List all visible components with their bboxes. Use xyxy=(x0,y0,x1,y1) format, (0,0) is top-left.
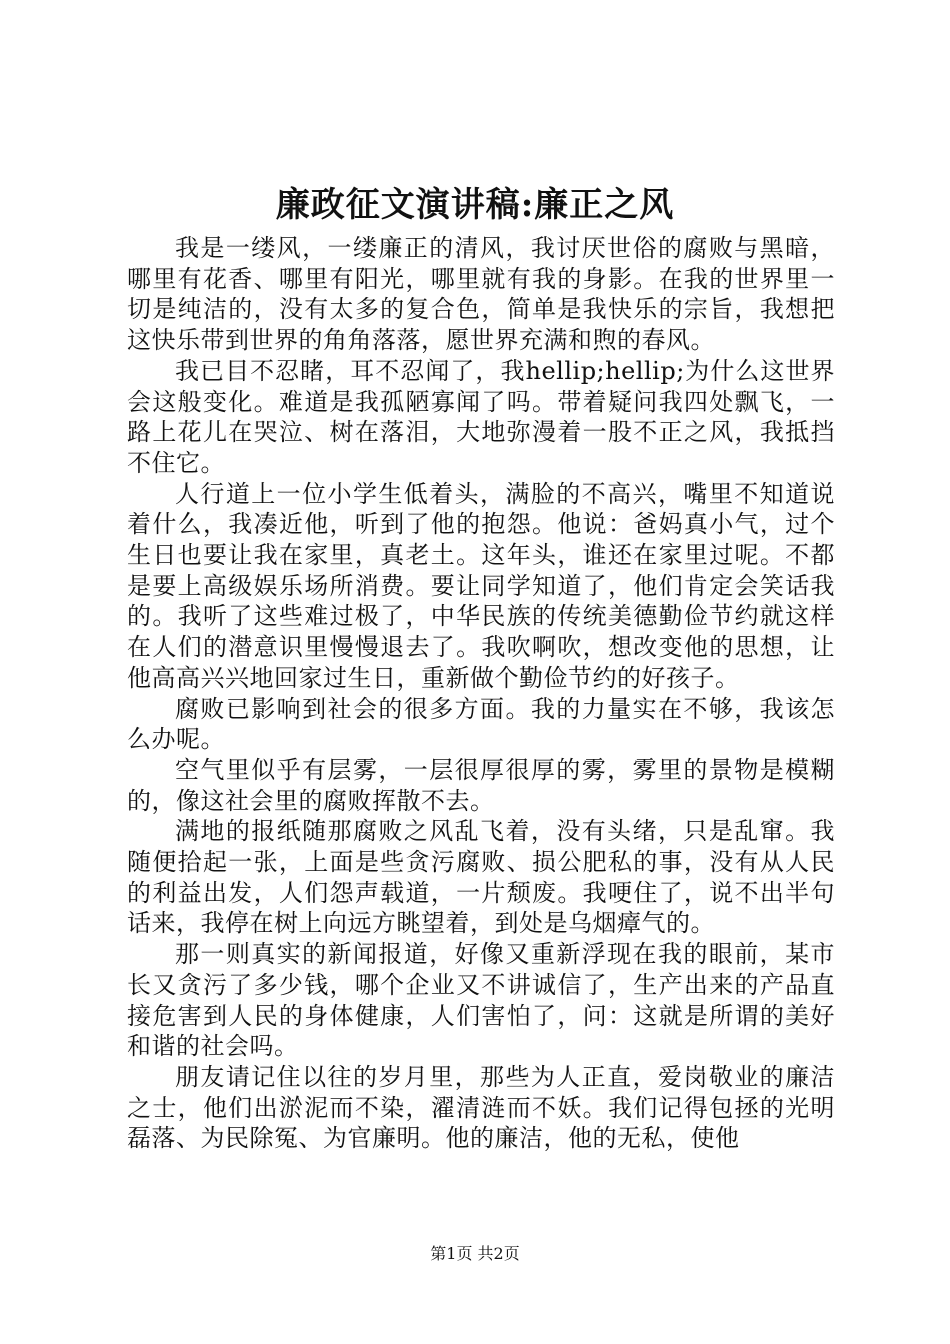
paragraph: 我已目不忍睹，耳不忍闻了，我hellip;hellip;为什么这世界会这般变化。难道是我孤陋寡闻了吗。带着疑问我四处飘飞，一路上花儿在哭泣、树在落泪，大地弥漫着一股不正之风，我抵挡不住它。 xyxy=(127,356,835,477)
paragraph: 空气里似乎有层雾，一层很厚很厚的雾，雾里的景物是模糊的，像这社会里的腐败挥散不去。 xyxy=(127,755,835,815)
page-footer: 第1页 共2页 xyxy=(430,1244,520,1263)
paragraph: 朋友请记住以往的岁月里，那些为人正直，爱岗敬业的廉洁之士，他们出淤泥而不染，濯清涟而不妖。我们记得包拯的光明磊落、为民除冤、为官廉明。他的廉洁，他的无私，使他 xyxy=(127,1062,835,1153)
paragraph: 我是一缕风，一缕廉正的清风，我讨厌世俗的腐败与黑暗，哪里有花香、哪里有阳光，哪里就有我的身影。在我的世界里一切是纯洁的，没有太多的复合色，简单是我快乐的宗旨，我想把这快乐带到世界的角角落落，愿世界充满和煦的春风。 xyxy=(127,234,835,355)
paragraph: 满地的报纸随那腐败之风乱飞着，没有头绪，只是乱窜。我随便拾起一张，上面是些贪污腐败、损公肥私的事，没有从人民的利益出发，人们怨声载道，一片颓废。我哽住了，说不出半句话来，我停在树上向远方眺望着，到处是乌烟瘴气的。 xyxy=(127,817,835,938)
document-body xyxy=(127,233,835,1154)
paragraph: 那一则真实的新闻报道，好像又重新浮现在我的眼前，某市长又贪污了多少钱，哪个企业又不讲诚信了，生产出来的产品直接危害到人民的身体健康，人们害怕了，问：这就是所谓的美好和谐的社会吗。 xyxy=(127,940,835,1061)
paragraph: 腐败已影响到社会的很多方面。我的力量实在不够，我该怎么办呢。 xyxy=(127,694,835,754)
paragraph: 人行道上一位小学生低着头，满脸的不高兴，嘴里不知道说着什么，我凑近他，听到了他的抱怨。他说：爸妈真小气，过个生日也要让我在家里，真老土。这年头，谁还在家里过呢。不都是要上高级娱乐场所消费。要让同学知道了，他们肯定会笑话我的。我听了这些难过极了，中华民族的传统美德勤俭节约就这样在人们的潜意识里慢慢退去了。我吹啊吹，想改变他的思想，让他高高兴兴地回家过生日，重新做个勤俭节约的好孩子。 xyxy=(127,479,835,692)
document-title: 廉政征文演讲稿:廉正之风 xyxy=(275,185,675,225)
